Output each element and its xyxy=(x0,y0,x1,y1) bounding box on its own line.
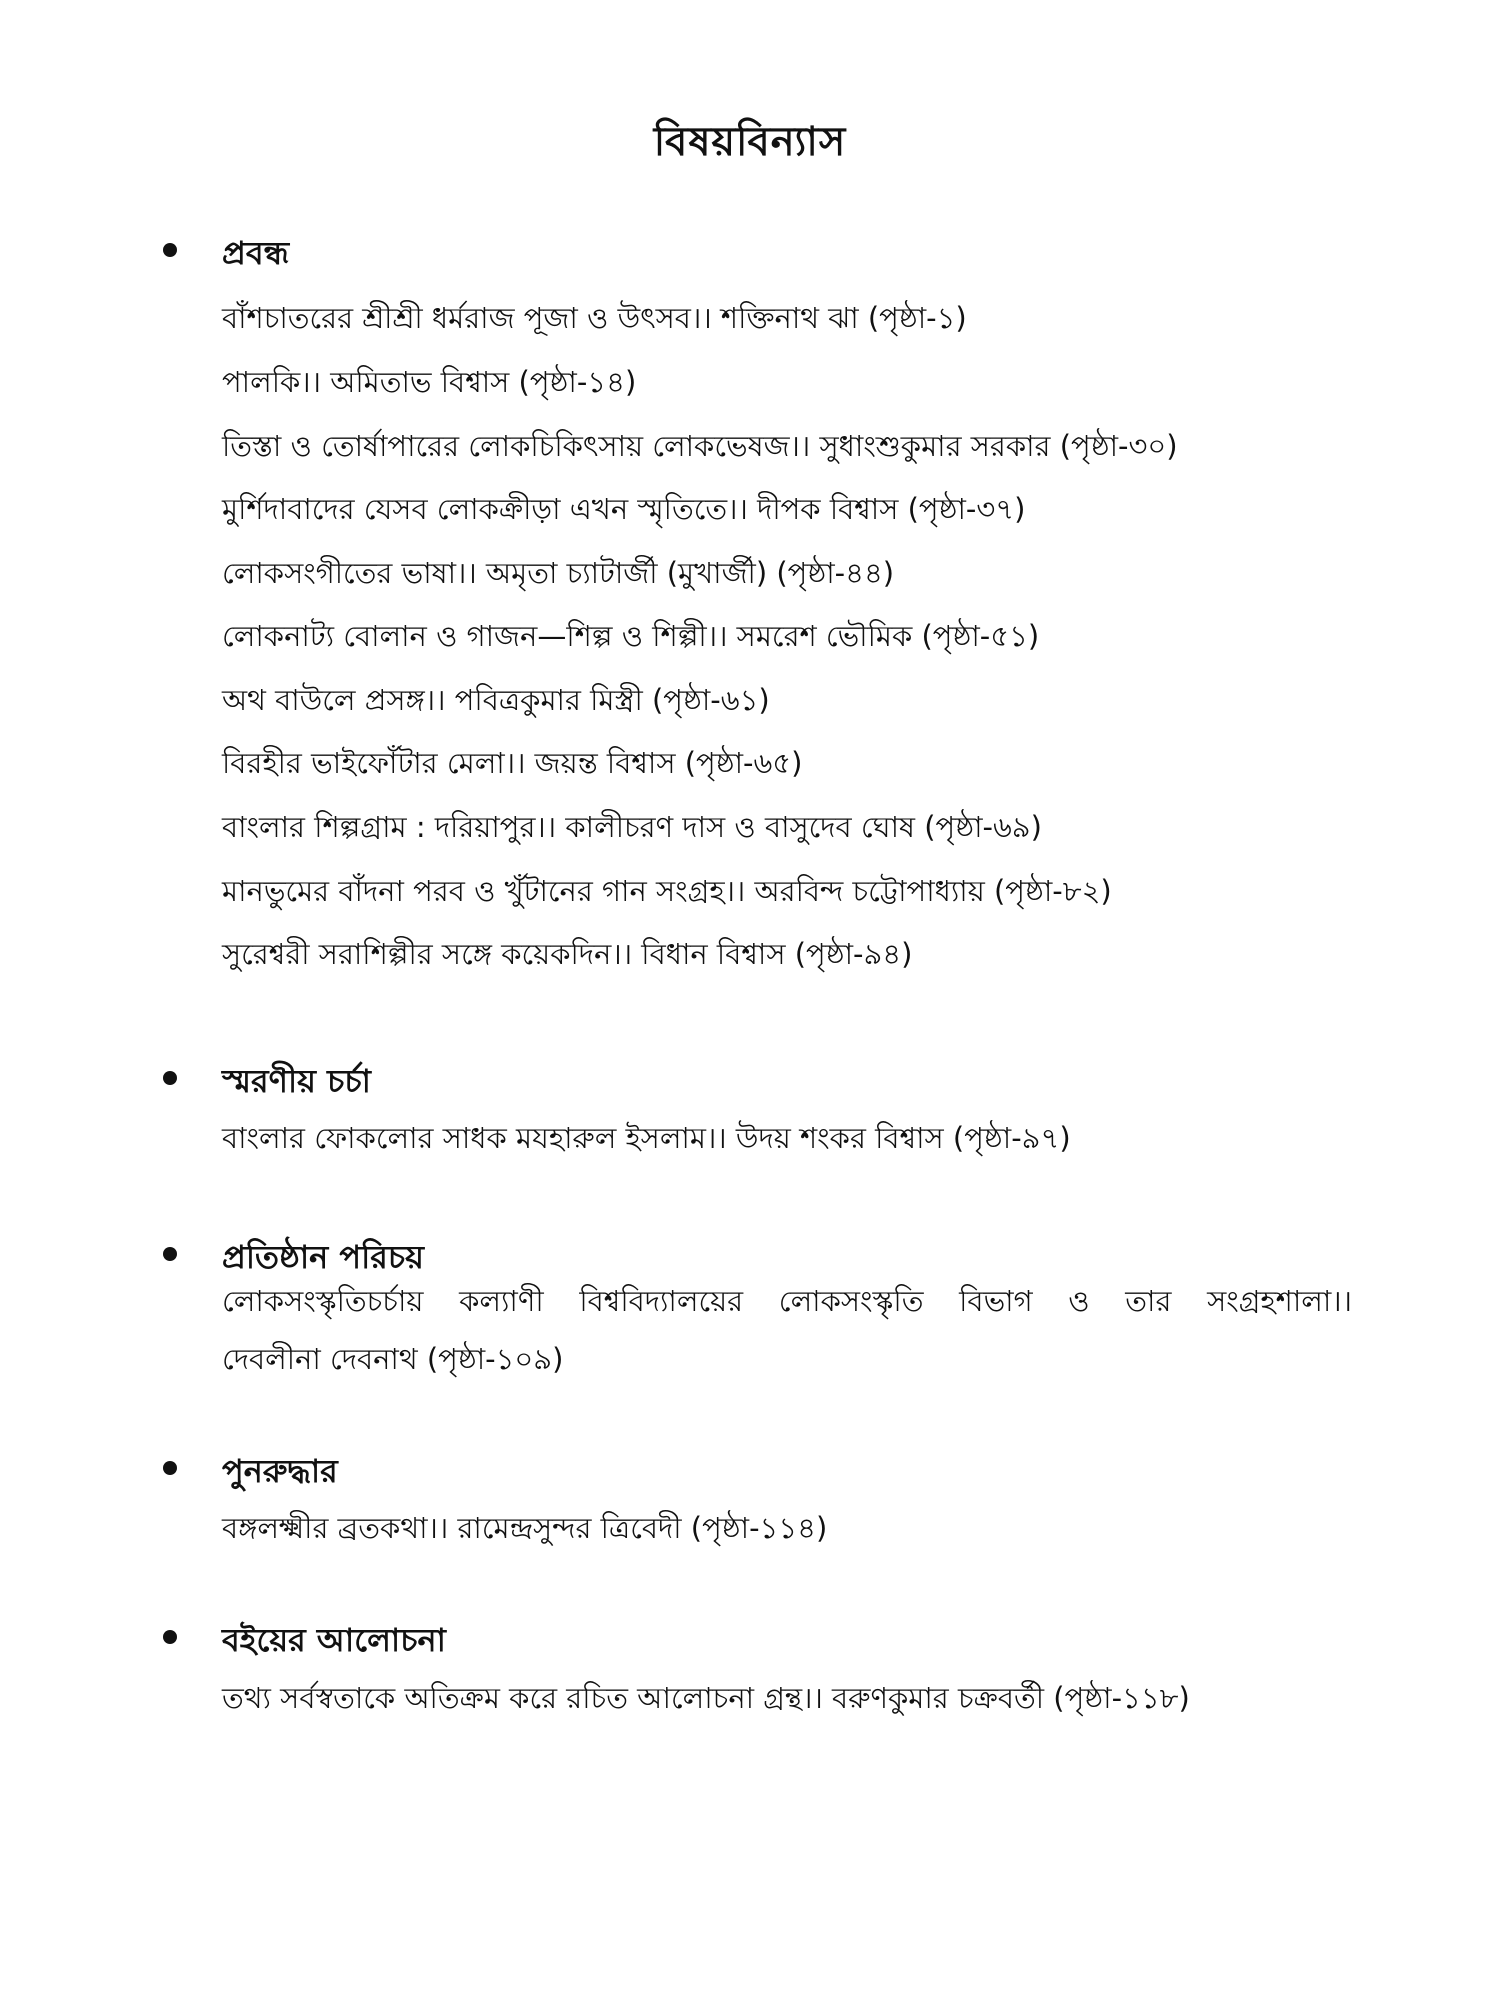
toc-entry-multiline xyxy=(222,1272,1352,1388)
bullet-icon xyxy=(163,243,177,257)
toc-entry: বাংলার ফোকলোর সাধক মযহারুল ইসলাম।। উদয় শংকর বিশ্বাস (পৃষ্ঠা-৯৭) xyxy=(222,1121,1071,1155)
toc-entry: বিরহীর ভাইফোঁটার মেলা।। জয়ন্ত বিশ্বাস (পৃষ্ঠা-৬৫) xyxy=(222,746,803,780)
section-heading: স্মরণীয় চর্চা xyxy=(222,1062,371,1100)
toc-entry-line: দেবলীনা দেবনাথ (পৃষ্ঠা-১০৯) xyxy=(222,1342,564,1376)
bullet-icon xyxy=(163,1247,177,1261)
section-heading: প্রবন্ধ xyxy=(222,234,290,272)
page-title: বিষয়বিন্যাস xyxy=(653,119,847,165)
toc-entry: পালকি।। অমিতাভ বিশ্বাস (পৃষ্ঠা-১৪) xyxy=(222,365,637,399)
toc-entry: অথ বাউলে প্রসঙ্গ।। পবিত্রকুমার মিস্ত্রী (পৃষ্ঠা-৬১) xyxy=(222,683,770,717)
toc-entry: লোকনাট্য বোলান ও গাজন—শিল্প ও শিল্পী।। সমরেশ ভৌমিক (পৃষ্ঠা-৫১) xyxy=(222,619,1040,653)
toc-entry: বাংলার শিল্পগ্রাম : দরিয়াপুর।। কালীচরণ দাস ও বাসুদেব ঘোষ (পৃষ্ঠা-৬৯) xyxy=(222,810,1042,844)
toc-entry: মানভুমের বাঁদনা পরব ও খুঁটানের গান সংগ্রহ।। অরবিন্দ চট্টোপাধ্যায় (পৃষ্ঠা-৮২) xyxy=(222,874,1112,908)
toc-entry: তিস্তা ও তোর্ষাপারের লোকচিকিৎসায় লোকভেষজ।। সুধাংশুকুমার সরকার (পৃষ্ঠা-৩০) xyxy=(222,429,1178,463)
toc-entry: সুরেশ্বরী সরাশিল্পীর সঙ্গে কয়েকদিন।। বিধান বিশ্বাস (পৃষ্ঠা-৯৪) xyxy=(222,937,913,971)
section-heading: প্রতিষ্ঠান পরিচয় xyxy=(222,1238,425,1276)
toc-entry: বাঁশচাতরের শ্রীশ্রী ধর্মরাজ পূজা ও উৎসব।। শক্তিনাথ ঝা (পৃষ্ঠা-১) xyxy=(222,301,967,335)
toc-entry: মুর্শিদাবাদের যেসব লোকক্রীড়া এখন স্মৃতিতে।। দীপক বিশ্বাস (পৃষ্ঠা-৩৭) xyxy=(222,492,1026,526)
bullet-icon xyxy=(163,1071,177,1085)
toc-entry: তথ্য সর্বস্বতাকে অতিক্রম করে রচিত আলোচনা গ্রন্থ।। বরুণকুমার চক্রবর্তী (পৃষ্ঠা-১১৮) xyxy=(222,1681,1190,1715)
section-heading: পুনরুদ্ধার xyxy=(222,1452,338,1490)
bullet-icon xyxy=(163,1630,177,1644)
section-heading: বইয়ের আলোচনা xyxy=(222,1621,446,1659)
toc-entry: লোকসংগীতের ভাষা।। অমৃতা চ্যাটার্জী (মুখার্জী) (পৃষ্ঠা-৪৪) xyxy=(222,556,895,590)
toc-entry-line: লোকসংস্কৃতিচর্চায় কল্যাণী বিশ্ববিদ্যালয়ের লোকসংস্কৃতি বিভাগ ও তার সংগ্রহশালা।। xyxy=(222,1284,1352,1318)
bullet-icon xyxy=(163,1461,177,1475)
toc-entry: বঙ্গলক্ষ্মীর ব্রতকথা।। রামেন্দ্রসুন্দর ত্রিবেদী (পৃষ্ঠা-১১৪) xyxy=(222,1511,828,1545)
